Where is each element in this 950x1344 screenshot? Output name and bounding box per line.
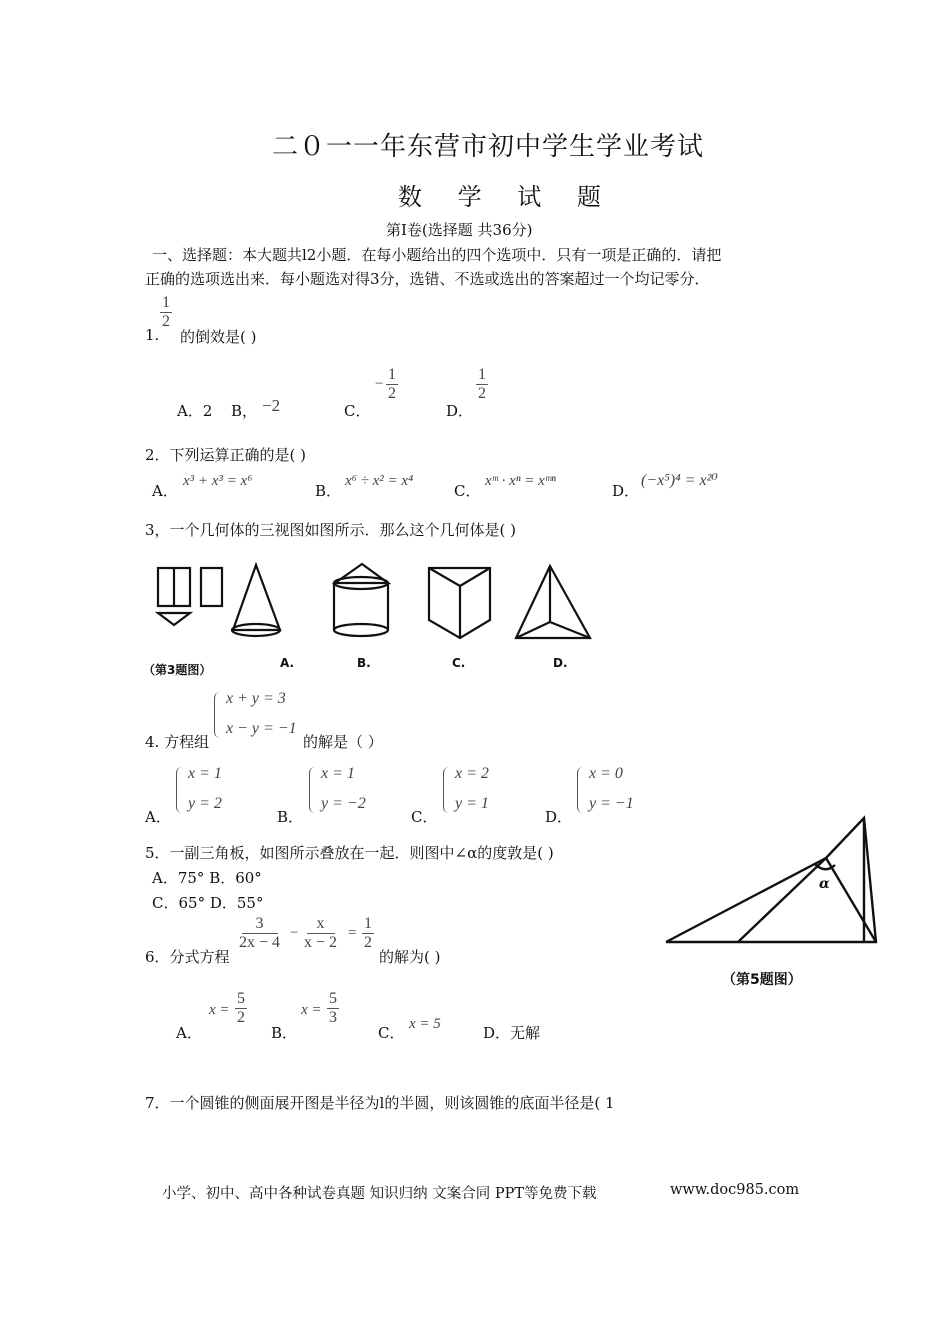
q6-option-b-lhs: x = <box>301 1002 322 1018</box>
instructions-line-2: 正确的选项选出来．每小题选对得3分，选错、不选或选出的答案超过一个均记零分． <box>145 270 710 288</box>
q3-label-c: C. <box>452 656 466 670</box>
q4-option-a-system <box>176 765 246 817</box>
q5-options-row-2[interactable]: C．65° D．55° <box>152 894 264 912</box>
q4-a-line1: x = 1 <box>188 765 222 782</box>
q2-option-d-label[interactable]: D． <box>612 482 640 500</box>
q4-suffix: 的解是（ ） <box>303 733 383 751</box>
q1-c-numerator: 1 <box>388 366 396 383</box>
top-view <box>158 613 190 625</box>
section-heading: 第Ⅰ卷(选择题 共36分) <box>386 221 533 239</box>
q3-label-a: A. <box>280 656 295 670</box>
q6-minus: − <box>290 925 299 941</box>
q2-option-a-label[interactable]: A． <box>152 482 178 500</box>
q5-alpha-label: α <box>819 876 830 892</box>
q1-fraction-denominator: 2 <box>162 313 170 330</box>
three-view-drawing <box>158 568 222 625</box>
q6-f3-numerator: 1 <box>364 915 372 932</box>
q1-d-numerator: 1 <box>478 366 486 383</box>
inner-edge <box>738 858 826 942</box>
q6-f1-numerator: 3 <box>242 915 278 934</box>
q7-stem: 7．一个圆锥的侧面展开图是半径为l的半圆，则该圆锥的底面半径是( 1 <box>145 1094 615 1112</box>
q6-f3-denominator: 2 <box>364 934 372 951</box>
q1-option-b-label[interactable]: B， <box>231 402 258 420</box>
q1-fraction <box>160 294 172 331</box>
q4-c-line1: x = 2 <box>455 765 489 782</box>
q4-option-c-label[interactable]: C． <box>411 808 438 826</box>
q5-caption: （第5题图） <box>722 972 802 988</box>
q4-a-line2: y = 2 <box>188 795 222 812</box>
q4-eq2: x − y = −1 <box>226 720 297 737</box>
side-view <box>201 568 222 606</box>
footer-url[interactable]: www.doc985.com <box>670 1182 800 1198</box>
q4-d-brace <box>577 767 584 813</box>
exam-title: 二０一一年东营市初中学生学业考试 <box>272 132 705 162</box>
q4-eq1: x + y = 3 <box>226 690 286 707</box>
q2-option-c-label[interactable]: C． <box>454 482 481 500</box>
q3-stem: 3，一个几何体的三视图如图所示．那么这个几何体是( ) <box>145 521 517 539</box>
q5-stem: 5．一副三角板，如图所示叠放在一起．则图中∠α的度敦是( ) <box>145 844 554 862</box>
exam-subtitle: 数 学 试 题 <box>398 183 615 211</box>
q1-number: 1. <box>145 326 160 344</box>
q3-figures <box>150 558 610 678</box>
footer-text: 小学、初中、高中各种试卷真题 知识归纳 文案合同 PPT等免费下载 <box>162 1186 597 1202</box>
q6-fraction-2 <box>304 915 337 952</box>
q6-b-numerator: 5 <box>329 990 337 1007</box>
q1-option-b-value: −2 <box>262 396 281 415</box>
q6-option-a-lhs: x = <box>209 1002 230 1018</box>
q6-equals: = <box>348 925 357 941</box>
q6-option-c-expr: x = 5 <box>409 1016 441 1032</box>
q4-c-brace <box>443 767 450 813</box>
q5-triangle-figure <box>660 812 885 952</box>
q6-b-denominator: 3 <box>329 1009 337 1026</box>
q4-brace <box>214 692 221 738</box>
q5-options-row-1[interactable]: A．75° B．60° <box>152 869 262 887</box>
q6-suffix: 的解为( ) <box>379 948 441 966</box>
q2-option-b-label[interactable]: B． <box>315 482 342 500</box>
q4-b-line2: y = −2 <box>321 795 366 812</box>
instructions-line-1: 一、选择题：本大题共l2小题．在每小题给出的四个选项中．只有一项是正确的．请把 <box>152 246 722 264</box>
q3-label-b: B. <box>357 656 371 670</box>
q6-fraction-3 <box>362 915 374 952</box>
outer-triangles <box>666 818 876 942</box>
q2-option-c-expr: xᵐ · xⁿ = xᵐⁿ <box>485 473 556 489</box>
q4-option-d-system <box>577 765 647 817</box>
q1-option-c-sign: − <box>375 376 384 392</box>
q6-prefix: 6．分式方程 <box>145 948 230 966</box>
q6-a-numerator: 5 <box>237 990 245 1007</box>
cone-figure <box>232 565 280 636</box>
q1-fraction-numerator: 1 <box>162 294 170 311</box>
q6-option-b-label[interactable]: B． <box>271 1024 298 1042</box>
q1-option-d-fraction <box>476 366 488 403</box>
q6-fraction-1 <box>239 915 280 952</box>
q6-f1-denominator: 2x − 4 <box>239 934 281 951</box>
q1-c-denominator: 2 <box>388 385 396 402</box>
q4-prefix: 4. 方程组 <box>145 733 210 751</box>
prism-figure <box>429 568 490 638</box>
q3-label-d: D. <box>553 656 568 670</box>
q6-option-a-label[interactable]: A． <box>176 1024 202 1042</box>
cylinder-cone-figure <box>334 564 388 636</box>
q4-option-d-label[interactable]: D． <box>545 808 573 826</box>
q1-option-c-fraction <box>386 366 398 403</box>
q1-option-d-label[interactable]: D． <box>446 402 474 420</box>
q4-d-line1: x = 0 <box>589 765 623 782</box>
q4-b-line1: x = 1 <box>321 765 355 782</box>
q4-option-a-label[interactable]: A． <box>145 808 171 826</box>
pyramid-figure <box>516 566 590 638</box>
q4-system <box>214 690 314 742</box>
q4-option-b-system <box>309 765 379 817</box>
q2-option-d-expr: (−x⁵)⁴ = x²⁰ <box>641 472 718 489</box>
q4-option-b-label[interactable]: B． <box>277 808 304 826</box>
q2-option-b-expr: x⁶ ÷ x² = x⁴ <box>345 473 414 489</box>
q6-f2-denominator: x − 2 <box>304 934 338 951</box>
q2-option-a-expr: x³ + x³ = x⁶ <box>183 473 253 489</box>
q4-b-brace <box>309 767 316 813</box>
q4-c-line2: y = 1 <box>455 795 489 812</box>
q6-option-c-label[interactable]: C． <box>378 1024 405 1042</box>
q6-option-b-fraction <box>327 990 339 1027</box>
q6-option-d[interactable]: D．无解 <box>483 1024 541 1042</box>
q4-a-brace <box>176 767 183 813</box>
q2-stem: 2．下列运算正确的是( ) <box>145 446 307 464</box>
q4-option-c-system <box>443 765 513 817</box>
q6-option-a-fraction <box>235 990 247 1027</box>
q6-f2-numerator: x <box>307 915 335 934</box>
q3-caption: （第3题图） <box>143 663 212 677</box>
q1-d-denominator: 2 <box>478 385 486 402</box>
q1-stem: 的倒效是( ) <box>180 328 257 346</box>
q1-option-a[interactable]: A．2 <box>177 402 213 420</box>
q1-option-c-label[interactable]: C． <box>344 402 371 420</box>
q6-a-denominator: 2 <box>237 1009 245 1026</box>
q4-d-line2: y = −1 <box>589 795 634 812</box>
